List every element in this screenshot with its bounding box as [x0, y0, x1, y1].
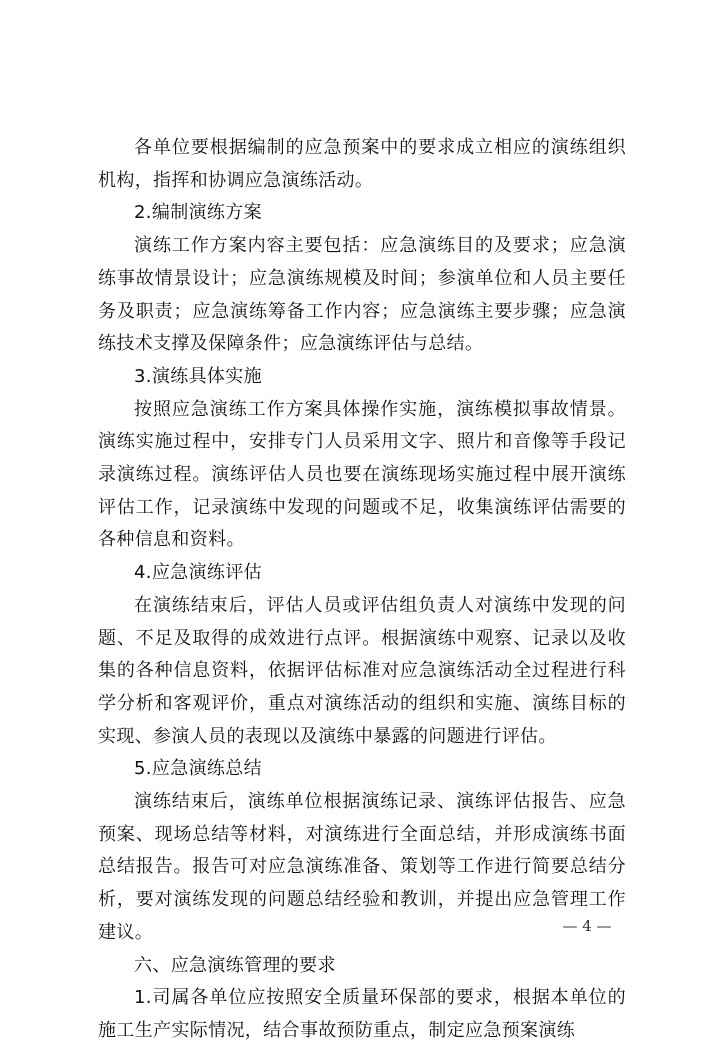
section-heading-drill-summary: 5.应急演练总结	[134, 758, 262, 780]
paragraph-organization: 各单位要根据编制的应急预案中的要求成立相应的演练组织机构，指挥和协调应急演练活动。	[98, 137, 626, 191]
section-heading-drill-implementation: 3.演练具体实施	[134, 365, 262, 387]
document-body	[98, 132, 626, 1048]
paragraph-drill-assessment: 在演练结束后，评估人员或评估组负责人对演练中发现的问题、不足及取得的成效进行点评。根据演练中观察、记录以及收集的各种信息资料，依据评估标准对应急演练活动全过程进行科学分析和客观评价，重点对演练活动的组织和实施、演练目标的实现、参演人员的表现以及演练中暴露的问题进行评估。	[98, 594, 626, 747]
paragraph-management-requirement-1: 1.司属各单位应按照安全质量环保部的要求，根据本单位的施工生产实际情况，结合事故预防重点，制定应急预案演练	[98, 987, 626, 1041]
paragraph-drill-summary: 演练结束后，演练单位根据演练记录、演练评估报告、应急预案、现场总结等材料，对演练进行全面总结，并形成演练书面总结报告。报告可对应急演练准备、策划等工作进行简要总结分析，要对演练发现的问题总结经验和教训，并提出应急管理工作建议。	[98, 791, 626, 943]
section-heading-drill-plan: 2.编制演练方案	[134, 202, 262, 224]
section-heading-management-requirements: 六、应急演练管理的要求	[134, 954, 336, 976]
paragraph-drill-implementation: 按照应急演练工作方案具体操作实施，演练模拟事故情景。演练实施过程中，安排专门人员采用文字、照片和音像等手段记录演练过程。演练评估人员也要在演练现场实施过程中展开演练评估工作，记录演练中发现的问题或不足，收集演练评估需要的各种信息和资料。	[98, 398, 626, 551]
page-number: — 4 —	[562, 917, 612, 935]
paragraph-drill-plan-content: 演练工作方案内容主要包括：应急演练目的及要求；应急演练事故情景设计；应急演练规模及时间；参演单位和人员主要任务及职责；应急演练筹备工作内容；应急演练主要步骤；应急演练技术支撑及保障条件；应急演练评估与总结。	[98, 235, 626, 355]
section-heading-drill-assessment: 4.应急演练评估	[134, 562, 262, 584]
